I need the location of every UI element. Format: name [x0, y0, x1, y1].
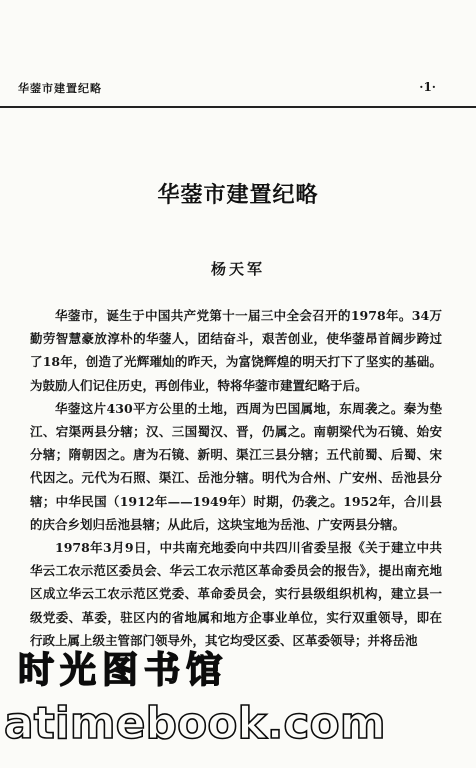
article-author: 杨天军	[210, 260, 265, 278]
article-title: 华蓥市建置纪略	[157, 183, 319, 208]
header-rule	[0, 106, 476, 108]
running-header-title: 华蓥市建置纪略	[18, 82, 102, 95]
paragraph: 1978年3月9日，中共南充地委向中共四川省委呈报《关于建立中共华云工农示范区委员会、华云工农示范区革命委员会的报告》，提出南充地区成立华云工农示范区党委、革命委员会，实行县级组织机构，建立县一级党委、革委，驻区内的省地属和地方企事业单位，实行双重领导，即在行政上属上级主管部门领导外，其它均受区委、区革委领导；并将岳池	[30, 540, 442, 648]
page-number: ·1·	[419, 80, 436, 94]
paragraph: 华蓥这片430平方公里的土地，西周为巴国属地，东周袭之。秦为垫江、宕渠两县分辖；汉、三国蜀汉、晋，仍属之。南朝梁代为石镜、始安分辖；隋朝因之。唐为石镜、新明、渠江三县分辖；五代前蜀、后蜀、宋代因之。元代为石照、渠江、岳池分辖。明代为合州、广安州、岳池县分辖；中华民国（1912年——1949年）时期，仍袭之。1952年，合川县的庆合乡划归岳池县辖；从此后，这块宝地为岳池、广安两县分辖。	[30, 400, 442, 532]
article-body	[30, 304, 442, 652]
paragraph: 华蓥市，诞生于中国共产党第十一届三中全会召开的1978年。34万勤劳智慧豪放淳朴的华蓥人，团结奋斗，艰苦创业，使华蓥昂首阔步跨过了18年，创造了光辉璀灿的昨天，为富饶辉煌的明天打下了坚实的基础。为鼓励人们记住历史，再创伟业，特将华蓥市建置纪略于后。	[30, 308, 442, 393]
watermark	[0, 642, 476, 768]
watermark-text-cn: 时光图书馆	[18, 650, 229, 691]
watermark-text-url: atimebook.com	[4, 698, 386, 749]
